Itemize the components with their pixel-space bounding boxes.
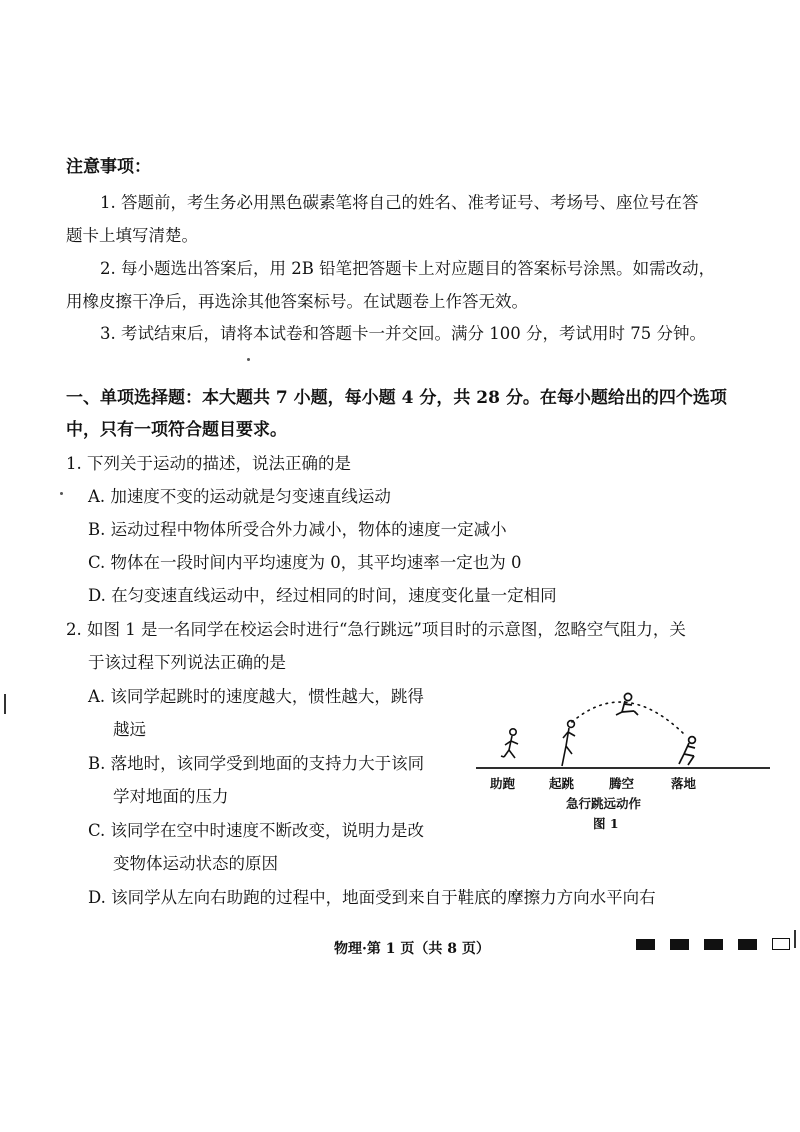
notice-item-2-line-2: 用橡皮擦干净后，再选涂其他答案标号。在试题卷上作答无效。 <box>66 292 528 311</box>
landing-figure-icon <box>679 737 695 765</box>
runner-figure-icon <box>501 729 518 758</box>
question-2-option-b-line-1: B. 落地时，该同学受到地面的支持力大于该同 <box>88 754 425 773</box>
question-2-option-a-line-2: 越远 <box>113 720 146 739</box>
long-jump-illustration <box>476 684 776 774</box>
figure-label-landing: 落地 <box>671 776 697 791</box>
figure-label-run: 助跑 <box>490 776 516 791</box>
long-jump-figure <box>476 684 776 834</box>
question-1-option-b: B. 运动过程中物体所受合外力减小，物体的速度一定减小 <box>88 520 507 539</box>
figure-number: 图 1 <box>593 816 619 831</box>
figure-caption: 急行跳远动作 <box>566 796 642 811</box>
question-2-option-a-line-1: A. 该同学起跳时的速度越大，惯性越大，跳得 <box>88 687 424 706</box>
scan-mark-solid <box>704 939 723 950</box>
notice-title: 注意事项： <box>66 157 151 177</box>
scan-mark-solid <box>670 939 689 950</box>
notice-item-1-line-2: 题卡上填写清楚。 <box>66 226 198 245</box>
question-1-option-d: D. 在匀变速直线运动中，经过相同的时间，速度变化量一定相同 <box>88 586 557 605</box>
question-1-option-c: C. 物体在一段时间内平均速度为 0，其平均速率一定也为 0 <box>88 553 522 572</box>
trajectory-path <box>572 702 686 736</box>
question-1-stem: 1. 下列关于运动的描述，说法正确的是 <box>66 454 351 473</box>
figure-label-flight: 腾空 <box>609 776 635 791</box>
question-2-option-d: D. 该同学从左向右助跑的过程中，地面受到来自于鞋底的摩擦力方向水平向右 <box>88 888 656 907</box>
scan-edge-mark-right <box>794 930 796 948</box>
question-2-option-c-line-2: 变物体运动状态的原因 <box>113 854 278 873</box>
section-heading-line-1: 一、单项选择题：本大题共 7 小题，每小题 4 分，共 28 分。在每小题给出的四个选项 <box>66 388 727 408</box>
question-2-option-c-line-1: C. 该同学在空中时速度不断改变，说明力是改 <box>88 821 425 840</box>
figure-label-takeoff: 起跳 <box>549 776 575 791</box>
scan-speck <box>247 358 250 361</box>
scan-speck <box>60 492 63 495</box>
notice-item-3: 3. 考试结束后，请将本试卷和答题卡一并交回。满分 100 分，考试用时 75 分钟。 <box>100 324 706 343</box>
question-1-option-a: A. 加速度不变的运动就是匀变速直线运动 <box>88 487 391 506</box>
scan-edge-mark-left <box>4 694 6 714</box>
scan-mark-open <box>772 938 790 950</box>
scan-marks <box>636 938 790 950</box>
notice-item-1-line-1: 1. 答题前，考生务必用黑色碳素笔将自己的姓名、准考证号、考场号、座位号在答 <box>100 193 699 212</box>
scan-mark-solid <box>636 939 655 950</box>
question-2-stem-line-2: 于该过程下列说法正确的是 <box>88 653 286 672</box>
scan-mark-solid <box>738 939 757 950</box>
question-2-stem-line-1: 2. 如图 1 是一名同学在校运会时进行“急行跳远”项目时的示意图，忽略空气阻力，关 <box>66 620 686 639</box>
section-heading-line-2: 中，只有一项符合题目要求。 <box>66 420 287 440</box>
takeoff-figure-icon <box>562 721 575 766</box>
flight-figure-icon <box>616 693 638 715</box>
question-2-option-b-line-2: 学对地面的压力 <box>113 787 229 806</box>
notice-item-2-line-1: 2. 每小题选出答案后，用 2B 铅笔把答题卡上对应题目的答案标号涂黑。如需改动， <box>100 259 716 278</box>
page-footer: 物理·第 1 页（共 8 页） <box>334 941 490 957</box>
